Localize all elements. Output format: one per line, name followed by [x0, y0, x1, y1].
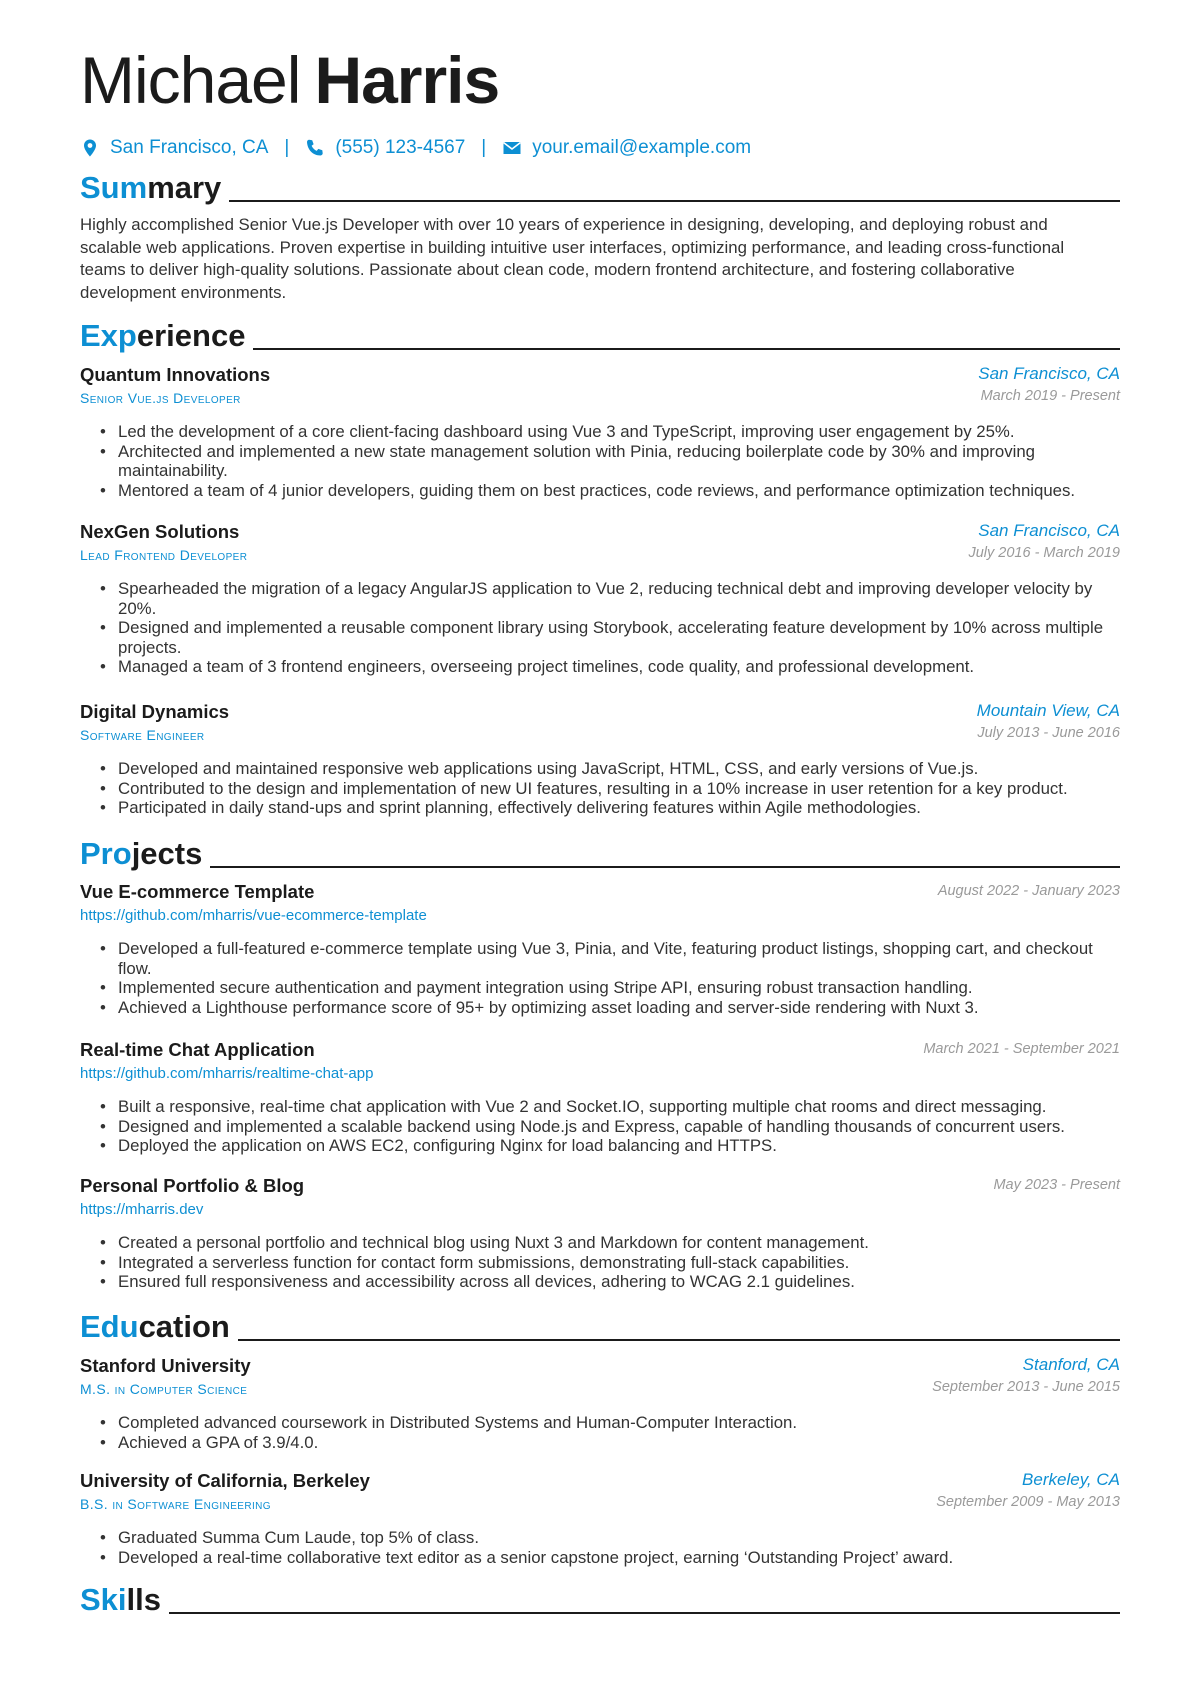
candidate-name [80, 40, 499, 120]
phone-text: (555) 123-4567 [335, 137, 466, 158]
bullet-list [80, 1097, 1120, 1156]
section-title: Projects [80, 836, 203, 871]
email-text: your.email@example.com [532, 137, 752, 158]
job-location: San Francisco, CA [978, 521, 1120, 540]
section-header [80, 1578, 1120, 1618]
job-title: Lead Frontend Developer [80, 547, 248, 563]
separator: | [481, 137, 487, 158]
separator: | [284, 137, 290, 158]
bullet-list [80, 1233, 1120, 1292]
last-name: Harris [314, 43, 500, 117]
list-item: • Deployed the application on AWS EC2, configuring Nginx for load balancing and HTTPS. [100, 1136, 1110, 1156]
education-entry [80, 1470, 1120, 1567]
list-item: • Developed a real-time collaborative text editor as a senior capstone project, earning ‘Outstanding Project’ award. [100, 1548, 1110, 1568]
list-item: • Implemented secure authentication and payment integration using Stripe API, ensuring robust transaction handling. [100, 978, 1110, 998]
company-name: NexGen Solutions [80, 521, 240, 542]
location-text: San Francisco, CA [110, 137, 269, 158]
bullet-list [80, 579, 1120, 677]
section-rule [238, 1339, 1120, 1341]
degree: M.S. in Computer Science [80, 1381, 248, 1397]
education-entry [80, 1355, 1120, 1452]
section-rule [210, 866, 1120, 868]
company-name: Quantum Innovations [80, 364, 271, 385]
list-item: • Managed a team of 3 frontend engineers, overseeing project timelines, code quality, and professional development. [100, 657, 1110, 677]
experience-entry [80, 521, 1120, 677]
bullet-list [80, 422, 1120, 500]
contact-phone[interactable] [305, 137, 465, 159]
list-item: • Participated in daily stand-ups and sprint planning, effectively delivering features within Agile methodologies. [100, 798, 1110, 818]
section-header [80, 1305, 1120, 1345]
list-item: • Designed and implemented a scalable backend using Node.js and Express, capable of handling thousands of concurrent users. [100, 1117, 1110, 1137]
job-dates: March 2019 - Present [980, 388, 1120, 404]
experience-entry [80, 701, 1120, 818]
job-dates: July 2013 - June 2016 [977, 725, 1120, 741]
list-item: • Developed and maintained responsive web applications using JavaScript, HTML, CSS, and early versions of Vue.js. [100, 759, 1110, 779]
school-dates: September 2013 - June 2015 [932, 1379, 1120, 1395]
school-location: Berkeley, CA [1022, 1470, 1120, 1489]
phone-icon [305, 138, 325, 158]
project-dates: March 2021 - September 2021 [923, 1041, 1120, 1057]
school-name: University of California, Berkeley [80, 1470, 370, 1491]
list-item: • Graduated Summa Cum Laude, top 5% of class. [100, 1528, 1110, 1548]
experience-section [80, 314, 1120, 354]
project-link[interactable]: https://github.com/mharris/vue-ecommerce-template [80, 907, 427, 924]
section-rule [229, 200, 1120, 202]
list-item: • Achieved a Lighthouse performance score of 95+ by optimizing asset loading and server-side rendering with Nuxt 3. [100, 998, 1110, 1018]
project-name: Real-time Chat Application [80, 1039, 315, 1060]
project-link[interactable]: https://mharris.dev [80, 1201, 204, 1218]
degree: B.S. in Software Engineering [80, 1496, 271, 1512]
project-entry [80, 881, 1120, 1017]
section-rule [253, 348, 1120, 350]
project-entry [80, 1175, 1120, 1292]
section-header [80, 314, 1120, 354]
list-item: • Achieved a GPA of 3.9/4.0. [100, 1433, 1110, 1453]
list-item: • Spearheaded the migration of a legacy AngularJS application to Vue 2, reducing technical debt and improving developer velocity by 20%. [100, 579, 1110, 618]
job-location: San Francisco, CA [978, 364, 1120, 383]
education-section [80, 1305, 1120, 1345]
school-name: Stanford University [80, 1355, 251, 1376]
list-item: • Led the development of a core client-facing dashboard using Vue 3 and TypeScript, improving user engagement by 25%. [100, 422, 1110, 442]
skills-section [80, 1578, 1120, 1618]
list-item: • Completed advanced coursework in Distributed Systems and Human-Computer Interaction. [100, 1413, 1110, 1433]
map-pin-icon [80, 138, 100, 158]
project-dates: August 2022 - January 2023 [937, 883, 1120, 899]
project-name: Personal Portfolio & Blog [80, 1175, 305, 1196]
section-title: Skills [80, 1582, 161, 1617]
bullet-list [80, 939, 1120, 1017]
contact-location [80, 137, 268, 159]
list-item: • Built a responsive, real-time chat application with Vue 2 and Socket.IO, supporting multiple chat rooms and direct messaging. [100, 1097, 1110, 1117]
section-header [80, 832, 1120, 872]
bullet-list [80, 1528, 1120, 1567]
job-dates: July 2016 - March 2019 [968, 545, 1120, 561]
job-title: Software Engineer [80, 727, 205, 743]
list-item: • Contributed to the design and implementation of new UI features, resulting in a 10% increase in user retention for a key product. [100, 779, 1110, 799]
list-item: • Ensured full responsiveness and accessibility across all devices, adhering to WCAG 2.1 guidelines. [100, 1272, 1110, 1292]
projects-section [80, 832, 1120, 872]
contact-line [80, 134, 751, 162]
project-dates: May 2023 - Present [993, 1177, 1120, 1193]
school-dates: September 2009 - May 2013 [936, 1494, 1120, 1510]
section-title: Summary [80, 170, 222, 205]
section-title: Education [80, 1309, 230, 1344]
section-header [80, 166, 1120, 206]
section-rule [169, 1612, 1120, 1614]
bullet-list [80, 1413, 1120, 1452]
company-name: Digital Dynamics [80, 701, 230, 722]
list-item: • Developed a full-featured e-commerce template using Vue 3, Pinia, and Vite, featuring product listings, shopping cart, and checkout flow. [100, 939, 1110, 978]
list-item: • Mentored a team of 4 junior developers, guiding them on best practices, code reviews, and performance optimization techniques. [100, 481, 1110, 501]
list-item: • Created a personal portfolio and technical blog using Nuxt 3 and Markdown for content management. [100, 1233, 1110, 1253]
project-entry [80, 1039, 1120, 1156]
job-title: Senior Vue.js Developer [80, 390, 241, 406]
school-location: Stanford, CA [1022, 1355, 1120, 1374]
section-title: Experience [80, 318, 246, 353]
project-name: Vue E-commerce Template [80, 881, 315, 902]
list-item: • Designed and implemented a reusable component library using Storybook, accelerating feature development by 10% across multiple projects. [100, 618, 1110, 657]
list-item: • Architected and implemented a new state management solution with Pinia, reducing boilerplate code by 30% and improving maintainability. [100, 442, 1110, 481]
experience-entry [80, 364, 1120, 500]
contact-email[interactable] [502, 137, 751, 159]
job-location: Mountain View, CA [976, 701, 1120, 720]
project-link[interactable]: https://github.com/mharris/realtime-chat-app [80, 1065, 374, 1082]
bullet-list [80, 759, 1120, 818]
envelope-icon [502, 138, 522, 158]
list-item: • Integrated a serverless function for contact form submissions, demonstrating full-stack capabilities. [100, 1253, 1110, 1273]
summary-text: Highly accomplished Senior Vue.js Developer with over 10 years of experience in designing, developing, and deploying robust and scalable web applications. Proven expertise in building intuitive user interfaces, optimizing performance, and leading cross-functional teams to deliver high-quality solutions. Passionate about clean code, modern frontend architecture, and fostering collaborative development environments. [80, 215, 1065, 302]
first-name: Michael [80, 43, 301, 117]
summary-section [80, 166, 1120, 304]
